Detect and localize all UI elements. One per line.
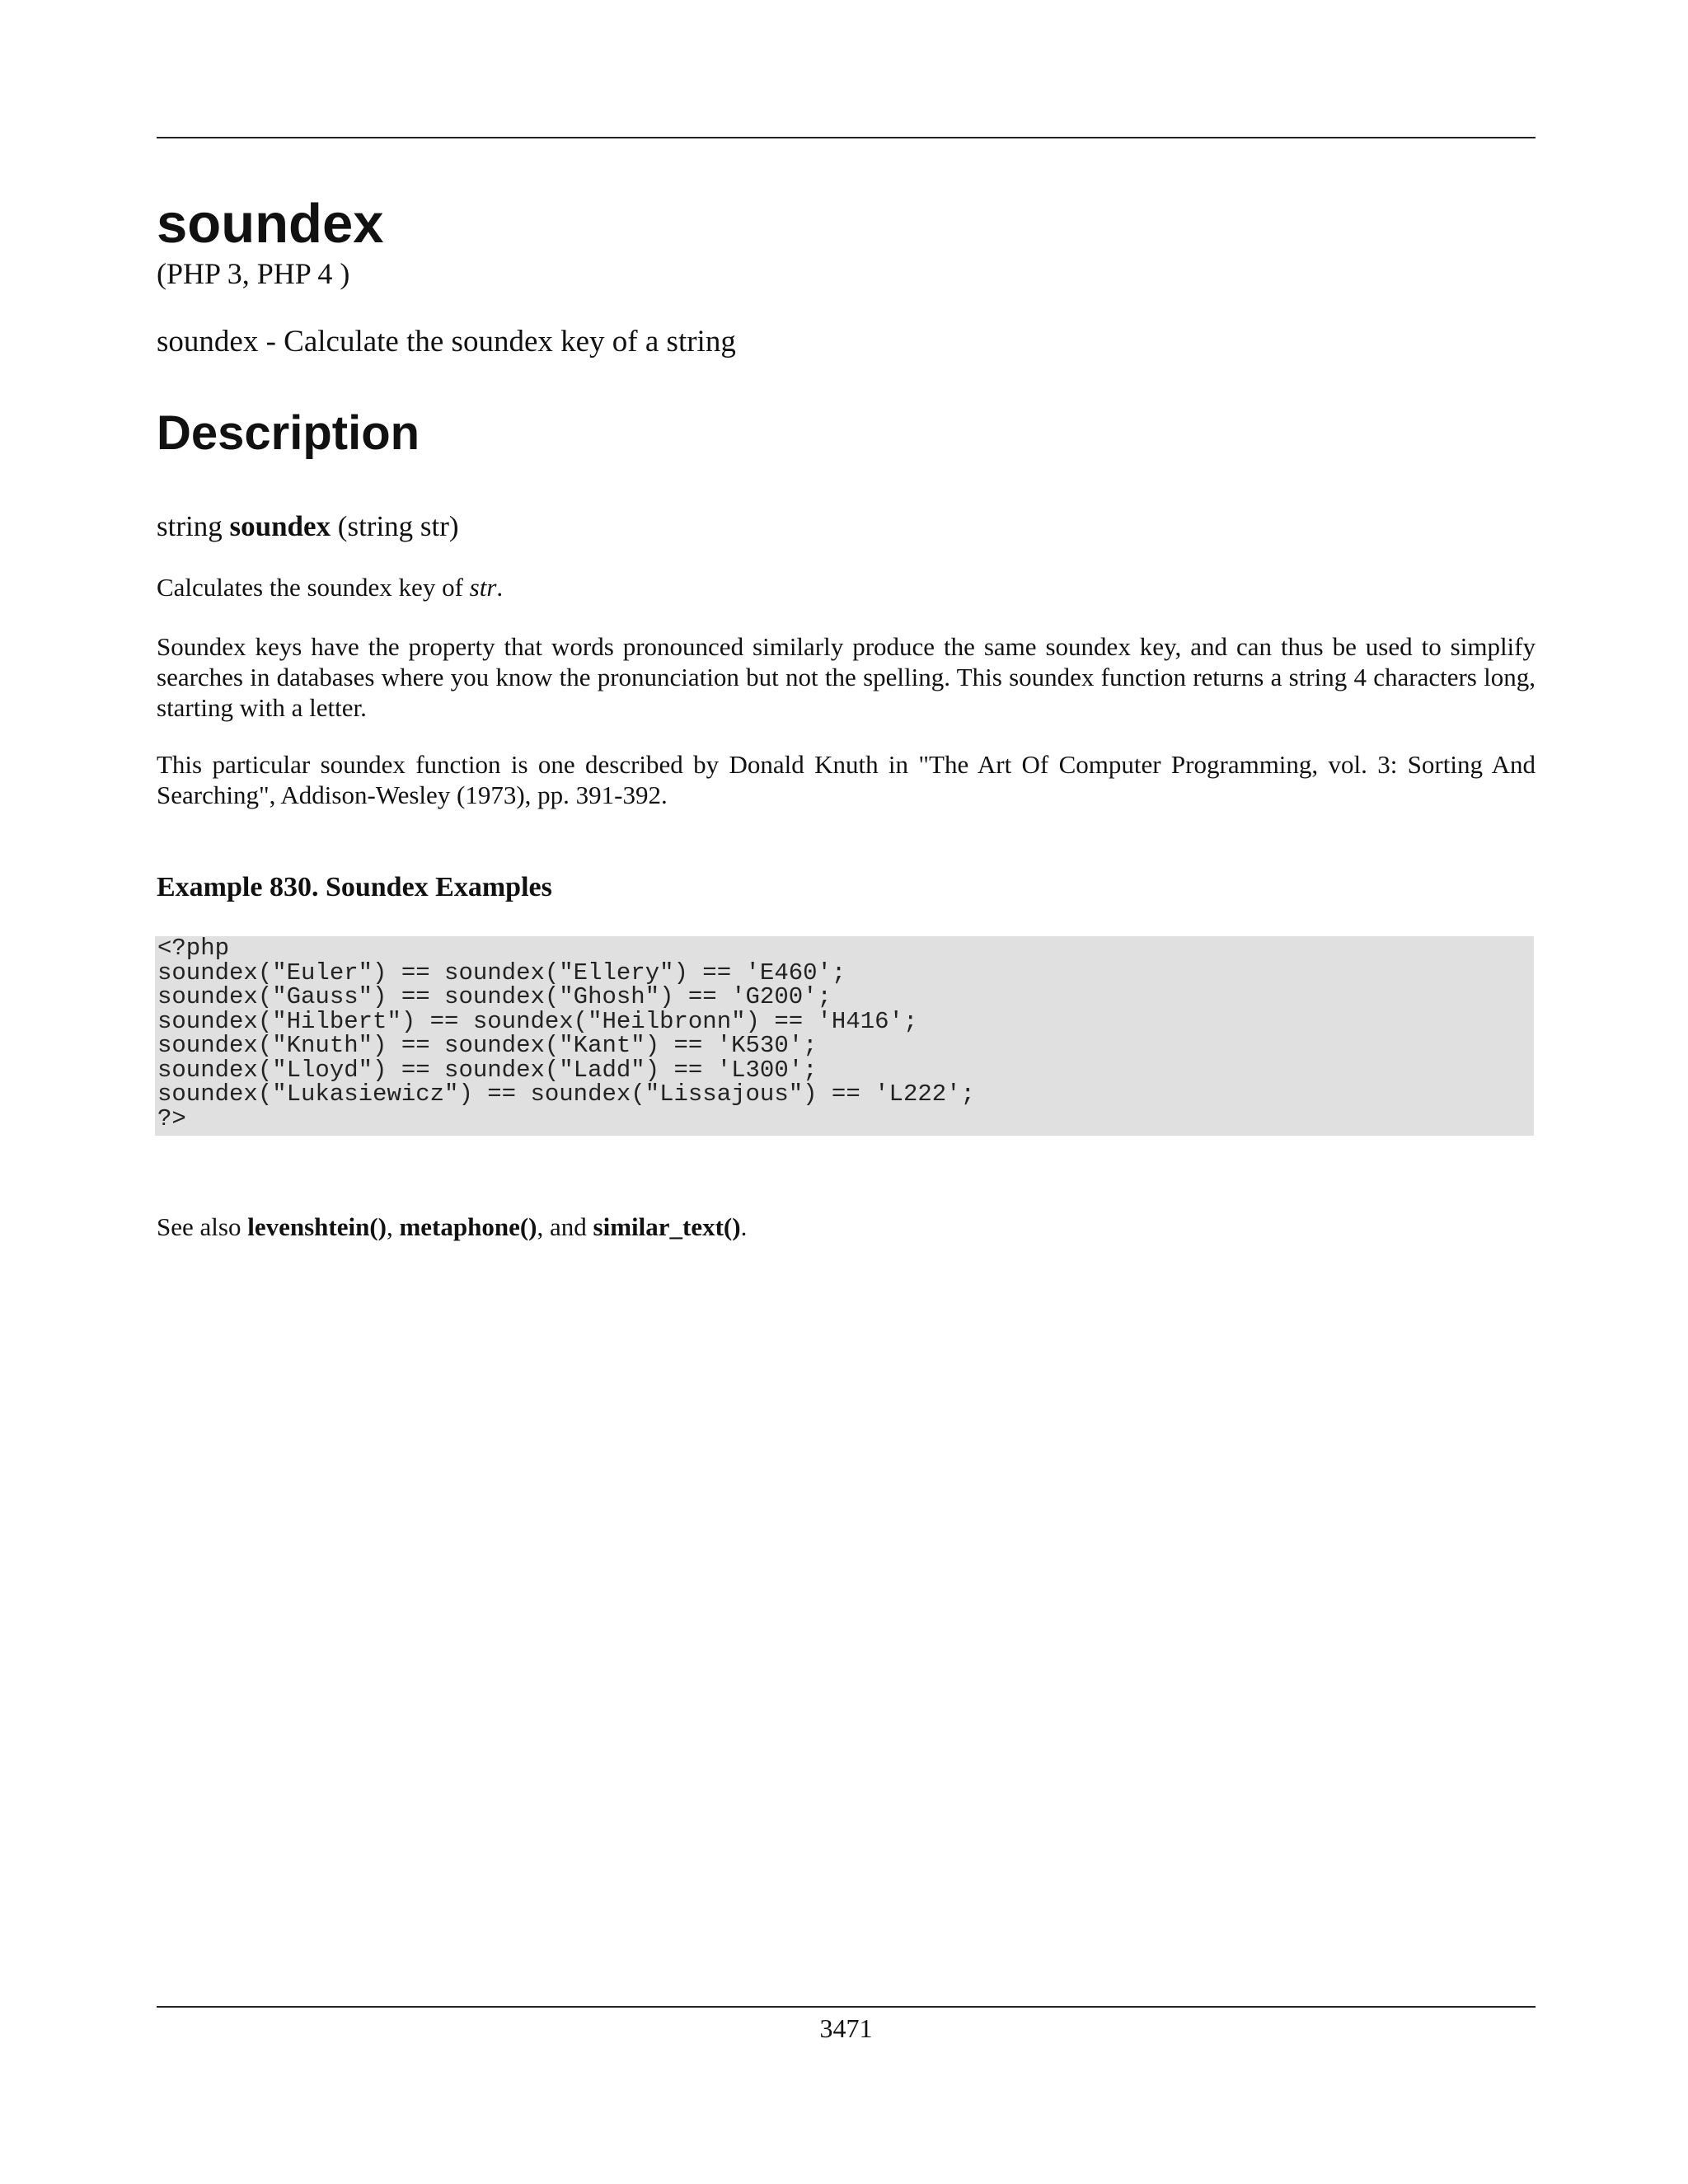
code-line: soundex("Lloyd") == soundex("Ladd") == 'L300'; <box>157 1056 818 1084</box>
top-rule <box>157 137 1536 138</box>
document-page <box>157 0 1536 2184</box>
see-also-line <box>157 1211 747 1244</box>
code-line: soundex("Gauss") == soundex("Ghosh") == 'G200'; <box>157 983 832 1010</box>
paragraph-soundex-keys: Soundex keys have the property that words pronounced similarly produce the same soundex key, and can thus be used to simplify searches in databases where you know the pronunciation but not the spelling. This soundex function returns a string 4 characters long, starting with a letter. <box>157 632 1536 722</box>
code-line: ?> <box>157 1104 186 1132</box>
see-also-separator: , and <box>537 1212 593 1241</box>
synopsis-function-name: soundex <box>229 510 331 542</box>
link-similar-text[interactable]: similar_text() <box>593 1212 741 1241</box>
code-line: soundex("Euler") == soundex("Ellery") == 'E460'; <box>157 958 846 987</box>
example-title: Example 830. Soundex Examples <box>157 872 552 902</box>
see-also-prefix: See also <box>157 1212 248 1241</box>
code-line: soundex("Hilbert") == soundex("Heilbronn") == 'H416'; <box>157 1007 918 1035</box>
function-synopsis <box>157 509 459 545</box>
code-line: soundex("Knuth") == soundex("Kant") == 'K530'; <box>157 1032 818 1059</box>
see-also-suffix: . <box>740 1212 748 1241</box>
code-example-block <box>155 936 1534 1136</box>
description-heading: Description <box>157 406 420 460</box>
bottom-rule <box>157 2006 1536 2008</box>
function-title: soundex <box>157 193 384 255</box>
page-number: 3471 <box>819 2013 873 2043</box>
paragraph-calculates <box>157 572 1536 602</box>
link-levenshtein[interactable]: levenshtein() <box>247 1212 387 1241</box>
link-metaphone[interactable]: metaphone() <box>399 1212 537 1241</box>
synopsis-params: (string str) <box>331 510 459 542</box>
paragraph-calculates-text: Calculates the soundex key of <box>157 573 470 602</box>
parameter-str: str <box>469 573 497 602</box>
see-also-separator: , <box>386 1212 400 1241</box>
synopsis-return-type: string <box>157 510 230 542</box>
php-versions: (PHP 3, PHP 4 ) <box>157 257 350 290</box>
paragraph-knuth: This particular soundex function is one described by Donald Knuth in "The Art Of Computer Programming, vol. 3: Sorting And Searching", Addison-Wesley (1973), pp. 391-392. <box>157 750 1536 809</box>
code-line: soundex("Lukasiewicz") == soundex("Lissajous") == 'L222'; <box>157 1080 975 1108</box>
paragraph-calculates-end: . <box>496 573 504 602</box>
function-refname: soundex - Calculate the soundex key of a string <box>157 325 736 359</box>
code-line: <?php <box>157 936 230 962</box>
